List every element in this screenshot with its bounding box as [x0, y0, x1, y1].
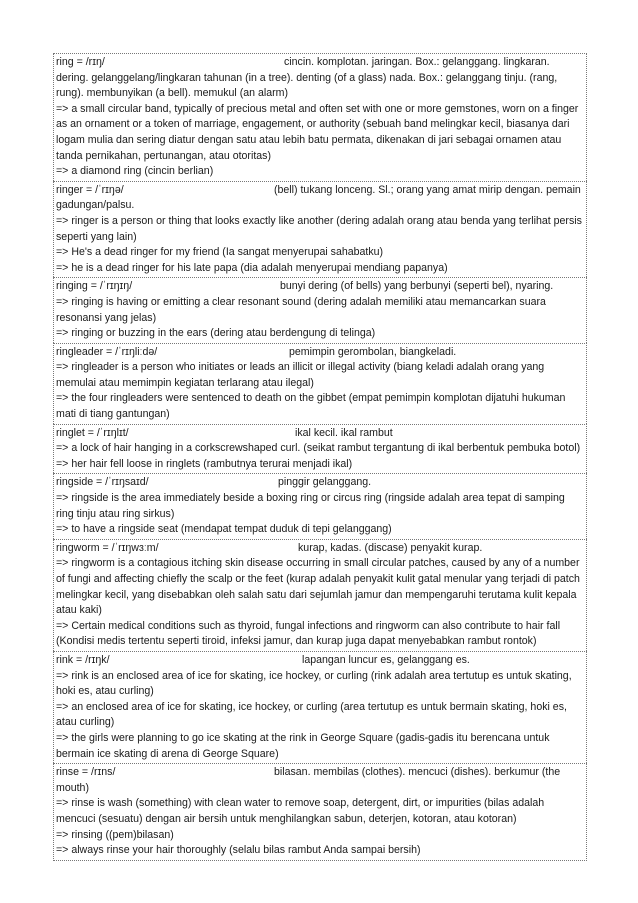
translation: (bell) tukang lonceng. Sl.; orang yang amat mirip dengan. pemain gadungan/palsu.: [56, 183, 581, 212]
headword: ringworm = /ˈrɪŋwɜːm/: [56, 541, 159, 554]
entry-ringing: [53, 277, 587, 342]
entry-head: [56, 475, 584, 491]
entry-rink: [53, 651, 587, 763]
example-line: => he is a dead ringer for his late papa (dia adalah menyerupai mendiang papanya): [56, 261, 448, 274]
headword: ringer = /ˈrɪŋə/: [56, 183, 124, 196]
definition-line: => a lock of hair hanging in a corkscrewshaped curl. (seikat rambut tergantung di ikal berbentuk pembuka botol): [56, 442, 581, 455]
definition-line: => ringer is a person or thing that looks exactly like another (dering adalah orang atau benda yang terlihat persis seperti yang lain): [56, 214, 582, 243]
example-line: => her hair fell loose in ringlets (rambutnya terurai menjadi ikal): [56, 457, 353, 470]
entry-ringer: [53, 181, 587, 278]
headword: rinse = /rɪns/: [56, 766, 116, 779]
example-line: => to have a ringside seat (mendapat tempat duduk di tepi gelanggang): [56, 523, 392, 536]
definition-line: => an enclosed area of ice for skating, ice hockey, or curling (area tertutup es untuk bermain skating, hoki es, atau curling): [56, 700, 567, 729]
entry-ringworm: [53, 539, 587, 651]
headword: ringlet = /ˈrɪŋlɪt/: [56, 426, 129, 439]
example-line: => ringing or buzzing in the ears (dering atau berdengung di telinga): [56, 327, 376, 340]
example-line: => always rinse your hair thoroughly (selalu bilas rambut Anda sampai bersih): [56, 844, 421, 857]
translation: kurap, kadas. (discase) penyakit kurap.: [298, 541, 483, 554]
example-line: => a diamond ring (cincin berlian): [56, 165, 214, 178]
example-line: => Certain medical conditions such as thyroid, fungal infections and ringworm can also contribute to hair fall (Kondisi medis tertentu seperti tiroid, infeksi jamur, dan kurap juga dapat menyebabkan rambut rontok): [56, 619, 561, 648]
entry-head: [56, 183, 584, 214]
entry-head: [56, 55, 584, 102]
example-line: => He's a dead ringer for my friend (Ia sangat menyerupai sahabatku): [56, 246, 384, 259]
translation: lapangan luncur es, gelanggang es.: [302, 653, 470, 666]
entry-head: [56, 653, 584, 669]
headword: ringing = /ˈrɪŋɪŋ/: [56, 280, 133, 293]
entry-head: [56, 279, 584, 295]
dictionary-page: [53, 53, 587, 861]
example-line: => rinsing ((pem)bilasan): [56, 828, 174, 841]
definition-line: => ringworm is a contagious itching skin disease occurring in small circular patches, caused by any of a number of fungi and affecting chiefly the scalp or the feet (kurap adalah penyakit kulit gatal menular yang terjadi di patch melingkar kecil, yang disebabkan oleh salah satu dari sejumlah jamur dan mempengaruhi terutama kulit kepala atau kaki): [56, 557, 580, 617]
definition-line: => rink is an enclosed area of ice for skating, ice hockey, or curling (rink adalah area tertutup es untuk skating, hoki es, atau curling): [56, 669, 572, 698]
definition-line: => ringside is the area immediately beside a boxing ring or circus ring (ringside adalah area tepat di samping ring tinju atau ring sirkus): [56, 492, 565, 520]
definition-line: => a small circular band, typically of precious metal and often set with one or more gemstones, worn on a finger as an ornament or a token of marriage, engagement, or authority (sebuah band melingkar kecil, biasanya dari logam mulia dan sering diatur dengan satu atau lebih batu permata, dikenakan di jari sebagai ornamen atau tanda pernikahan, pertunangan, atau otoritas): [56, 102, 579, 162]
translation: pinggir gelanggang.: [278, 476, 372, 489]
entry-ringleader: [53, 343, 587, 424]
definition-line: => rinse is wash (something) with clean water to remove soap, detergent, dirt, or impurities (bilas adalah mencuci (sesuatu) dengan air bersih untuk menghilangkan sabun, deterjen, kotoran, atau kotoran): [56, 797, 545, 825]
translation: cincin. komplotan. jaringan. Box.: gelanggang. lingkaran. dering. gelanggelang/lingkaran tahunan (in a tree). denting (of a glass) nada. Box.: gelanggang tinju. (rang, rung). membunyikan (a bell). memukul (an alarm): [56, 56, 558, 100]
entry-ringlet: [53, 424, 587, 474]
translation: bilasan. membilas (clothes). mencuci (dishes). berkumur (the mouth): [56, 766, 561, 794]
headword: ring = /rɪŋ/: [56, 56, 105, 68]
definition-line: => ringing is having or emitting a clear resonant sound (dering adalah memiliki atau memancarkan suara resonansi yang jelas): [56, 295, 546, 324]
headword: rink = /rɪŋk/: [56, 653, 110, 666]
definition-line: => ringleader is a person who initiates or leads an illicit or illegal activity (biang keladi adalah orang yang memulai atau memimpin kegiatan terlarang atau ilegal): [56, 361, 545, 389]
entry-ringside: [53, 473, 587, 538]
translation: pemimpin gerombolan, biangkeladi.: [289, 345, 457, 358]
headword: ringside = /ˈrɪŋsaɪd/: [56, 476, 149, 489]
entry-head: [56, 765, 584, 796]
entry-head: [56, 541, 584, 557]
translation: bunyi dering (of bells) yang berbunyi (seperti bel), nyaring.: [280, 280, 554, 293]
translation: ikal kecil. ikal rambut: [295, 426, 393, 439]
entry-ring: [53, 53, 587, 181]
entry-head: [56, 345, 584, 361]
entry-rinse: [53, 763, 587, 861]
entry-head: [56, 426, 584, 442]
headword: ringleader = /ˈrɪŋliːdə/: [56, 345, 158, 358]
example-line: => the four ringleaders were sentenced to death on the gibbet (empat pemimpin komplotan dijatuhi hukuman mati di tiang gantungan): [56, 392, 566, 421]
example-line: => the girls were planning to go ice skating at the rink in George Square (gadis-gadis itu berencana untuk bermain ice skating di arena di George Square): [56, 731, 550, 760]
